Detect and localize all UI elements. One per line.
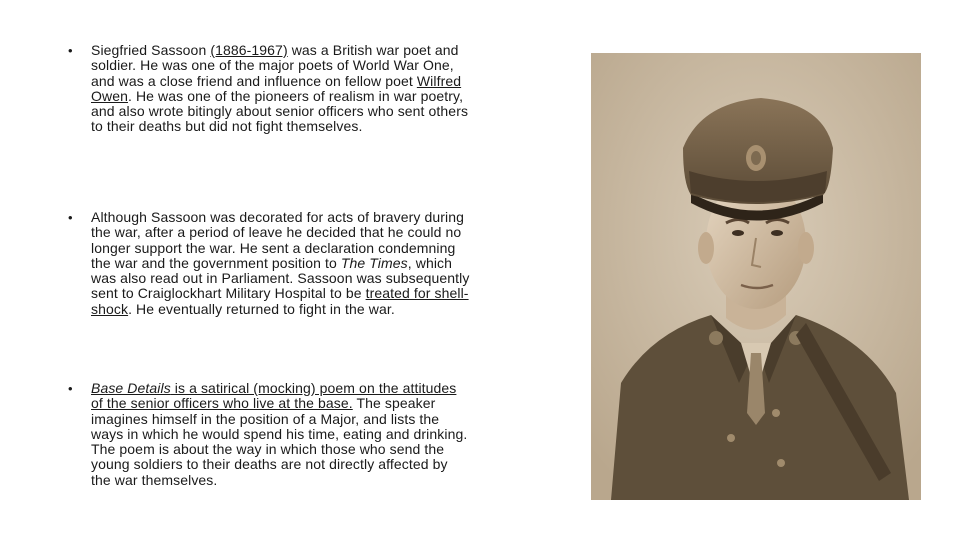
wilfred-owen-link[interactable]: Wilfred Owen bbox=[91, 72, 462, 104]
bullet-text-2: Although Sassoon was decorated for acts of bravery during the war, after a period of leave he decided that he could no longer support the war. He sent a declaration condemning the war and the government position to The Times, which was also read out in Parliament. Sassoon was subsequently sent to Craiglockhart Military Hospital to be treated for shell-shock. He eventually returned to fight in the war. bbox=[91, 209, 470, 317]
dates-link[interactable]: (1886-1967) bbox=[210, 42, 288, 58]
shell-shock-link[interactable]: treated for shell-shock bbox=[91, 285, 469, 317]
sassoon-portrait-photo bbox=[591, 53, 921, 500]
bullet-marker: • bbox=[68, 210, 73, 225]
bullet-marker: • bbox=[68, 43, 73, 58]
base-details-summary: is a satirical (mocking) poem on the attitudes of the senior officers who live at the base. bbox=[91, 380, 457, 412]
bullet-text-3: Base Details is a satirical (mocking) poem on the attitudes of the senior officers who live at the base. The speaker imagines himself in the position of a Major, and lists the ways in which he would spend his time, eating and drinking. The poem is about the way in which those who send the young soldiers to their deaths are not directly affected by the war themselves. bbox=[91, 380, 468, 488]
portrait-illustration bbox=[591, 53, 921, 500]
bullet-text-1: Siegfried Sassoon (1886-1967) was a British war poet and soldier. He was one of the major poets of World War One, and was a close friend and influence on fellow poet Wilfred Owen. He was one of the pioneers of realism in war poetry, and also wrote bitingly about senior officers who sent others to their deaths but did not fight themselves. bbox=[91, 42, 469, 135]
bullet-point-2 bbox=[60, 210, 470, 317]
bullet-point-1 bbox=[60, 43, 470, 135]
bullet-marker: • bbox=[68, 381, 73, 396]
bullet-point-3 bbox=[60, 381, 470, 488]
the-times-title: The Times bbox=[340, 254, 408, 271]
base-details-title: Base Details bbox=[91, 380, 171, 396]
